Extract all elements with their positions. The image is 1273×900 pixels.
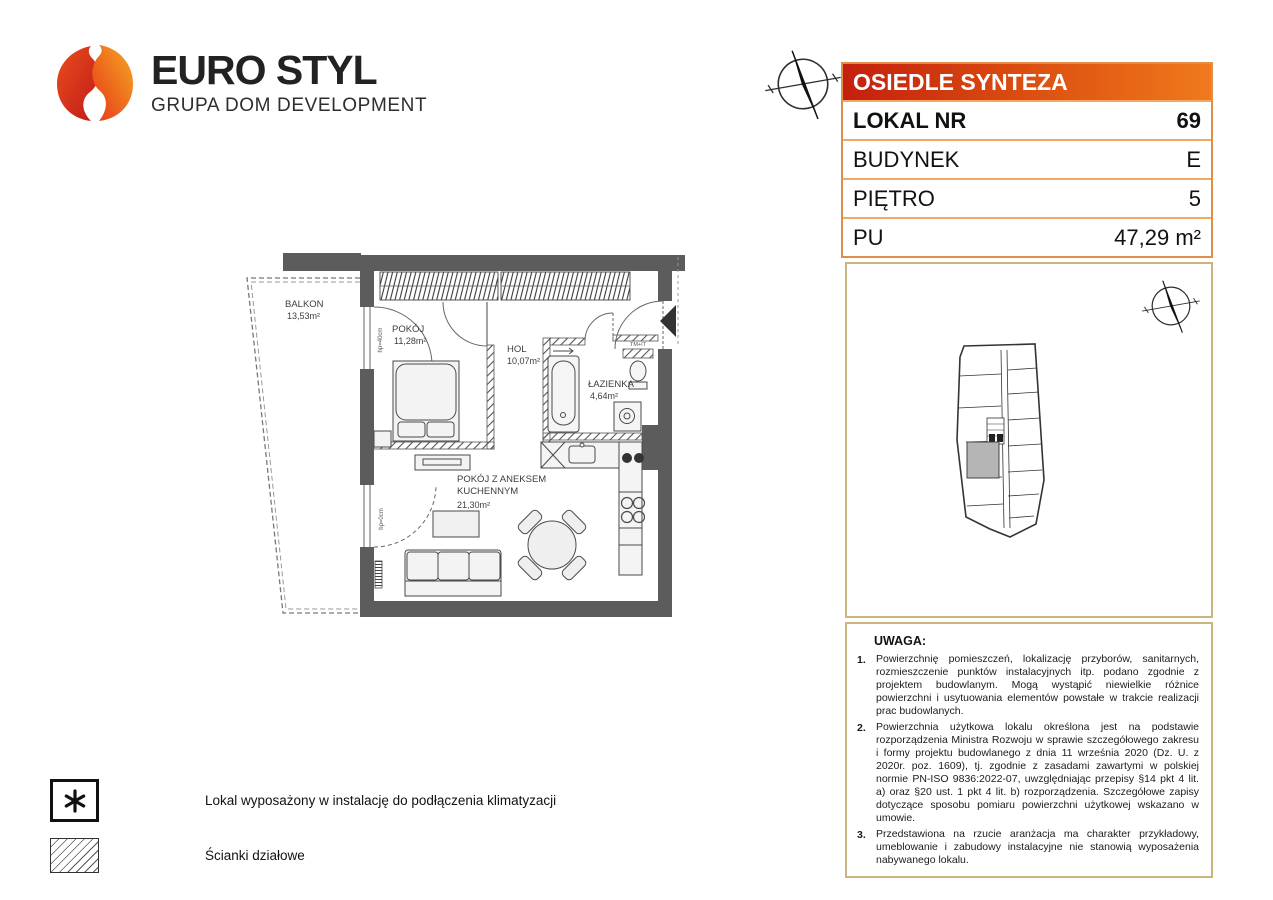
note-text: Przedstawiona na rzucie aranżacja ma charakter przykładowy, umeblowanie i zabudowy instalacyjne nie stanowią wyposażenia nabywanego lokalu. [876, 828, 1199, 866]
living-label-line1: POKÓJ Z ANEKSEM [457, 474, 547, 485]
note-text: Powierzchnia użytkowa lokalu określona jest na podstawie rozporządzenia Ministra Rozwoju w sprawie szczegółowego zakresu i formy projektu budowlanego z dnia 11 września 2020 (Dz. U. z 2020r. poz. 1609), tj. zgodnie z zasadami zawartymi w polskiej normie PN-ISO 9836:2022-07, uwzględniając przepisy §14 pkt 4 lit. a) oraz §20 ust. 1 pkt 4 lit. b) rozporządzenia. Szczegółowe zapisy dotyczące sposobu pomiaru powierzchni użytkowej wskazano w umowie. [876, 721, 1199, 824]
legend-label-partition-walls: Ścianki działowe [205, 848, 305, 863]
eurostyl-logo-icon [55, 43, 135, 123]
media-box-label: TM+IT [629, 342, 647, 348]
lokal-nr-value: 69 [1176, 107, 1201, 133]
note-item-3 [857, 828, 1199, 867]
note-number: 2. [857, 722, 866, 734]
pietro-label: PIĘTRO [853, 185, 935, 211]
logo-text [151, 46, 428, 117]
site-compass-icon [1139, 274, 1203, 338]
balcony-outline [247, 278, 360, 613]
air-conditioning-asterisk-icon [50, 779, 99, 822]
coffee-table [433, 511, 479, 537]
stair-core [987, 418, 1004, 444]
lazienka-label: ŁAZIENKA [588, 379, 634, 390]
row-pietro [843, 178, 1211, 217]
pu-value: 47,29 m² [1114, 224, 1201, 250]
nightstand [374, 431, 391, 447]
balkon-area: 13,53m² [287, 311, 321, 321]
north-compass-icon [761, 42, 845, 126]
note-number: 3. [857, 829, 866, 841]
room-labels [285, 299, 647, 530]
notes-panel [845, 622, 1213, 878]
estate-info-table [841, 62, 1213, 258]
lazienka-area: 4,64m² [590, 391, 619, 401]
tv-console [415, 455, 470, 470]
estate-title: OSIEDLE SYNTEZA [843, 64, 1211, 100]
legend-item-air-conditioning [50, 779, 557, 822]
washing-machine [614, 402, 641, 431]
balkon-label: BALKON [285, 299, 324, 310]
apartment-floor-plan [235, 245, 685, 625]
notes-heading: UWAGA: [874, 634, 927, 648]
logo-flame-right [92, 45, 133, 121]
sofa [405, 550, 501, 596]
sill-height-bedroom: hp=40cm [378, 327, 384, 353]
hol-label: HOL [507, 344, 527, 355]
media-box-symbol [623, 349, 653, 358]
radiator [375, 561, 382, 588]
pietro-value: 5 [1188, 185, 1201, 211]
installation-shaft [642, 425, 658, 470]
pokoj-label: POKÓJ [392, 324, 425, 335]
living-label-line2: KUCHENNYM [457, 486, 519, 497]
partition-wall-hatch-icon [50, 838, 99, 873]
row-lokal-nr [843, 100, 1211, 139]
logo-title: EURO STYL [151, 46, 377, 93]
building-key-plan [947, 330, 1053, 546]
kitchen-sink [569, 446, 595, 463]
logo [55, 43, 427, 123]
round-table [528, 521, 576, 569]
pokoj-area: 11,28m² [394, 336, 427, 346]
legend-label-air-conditioning: Lokal wyposażony w instalację do podłączenia klimatyzacji [205, 793, 557, 808]
dining-table-set [517, 509, 588, 582]
logo-tagline: GRUPA DOM DEVELOPMENT [151, 94, 428, 116]
bed [374, 361, 459, 447]
unit-highlight-on-floor [967, 442, 999, 478]
note-text: Powierzchnię pomieszczeń, lokalizację przyborów, sanitarnych, rozmieszczenie punktów instalacyjnych itp. podano zgodnie z projektem budowlanym. Mogą wystąpić niewielkie różnice powierzchni i usytuowania elementów powstałe w trakcie realizacji prac budowlanych. [876, 653, 1199, 717]
pu-label: PU [853, 224, 884, 250]
bathroom-door-arc [585, 313, 613, 341]
logo-flame-left [57, 46, 99, 121]
legend-item-partition-walls [50, 838, 305, 873]
built-in-wardrobe [380, 272, 630, 300]
row-pu [843, 217, 1211, 256]
row-budynek [843, 139, 1211, 178]
hol-area: 10,07m² [507, 356, 541, 366]
bedroom-door-arc [443, 302, 487, 346]
living-area: 21,30m² [457, 500, 491, 510]
budynek-value: E [1186, 146, 1201, 172]
note-item-1 [857, 653, 1199, 718]
note-item-2 [857, 721, 1199, 825]
budynek-label: BUDYNEK [853, 146, 960, 172]
sill-height-living: hp=0cm [379, 508, 385, 530]
bathtub [548, 348, 579, 432]
note-number: 1. [857, 654, 866, 666]
lokal-nr-label: LOKAL NR [853, 107, 967, 133]
